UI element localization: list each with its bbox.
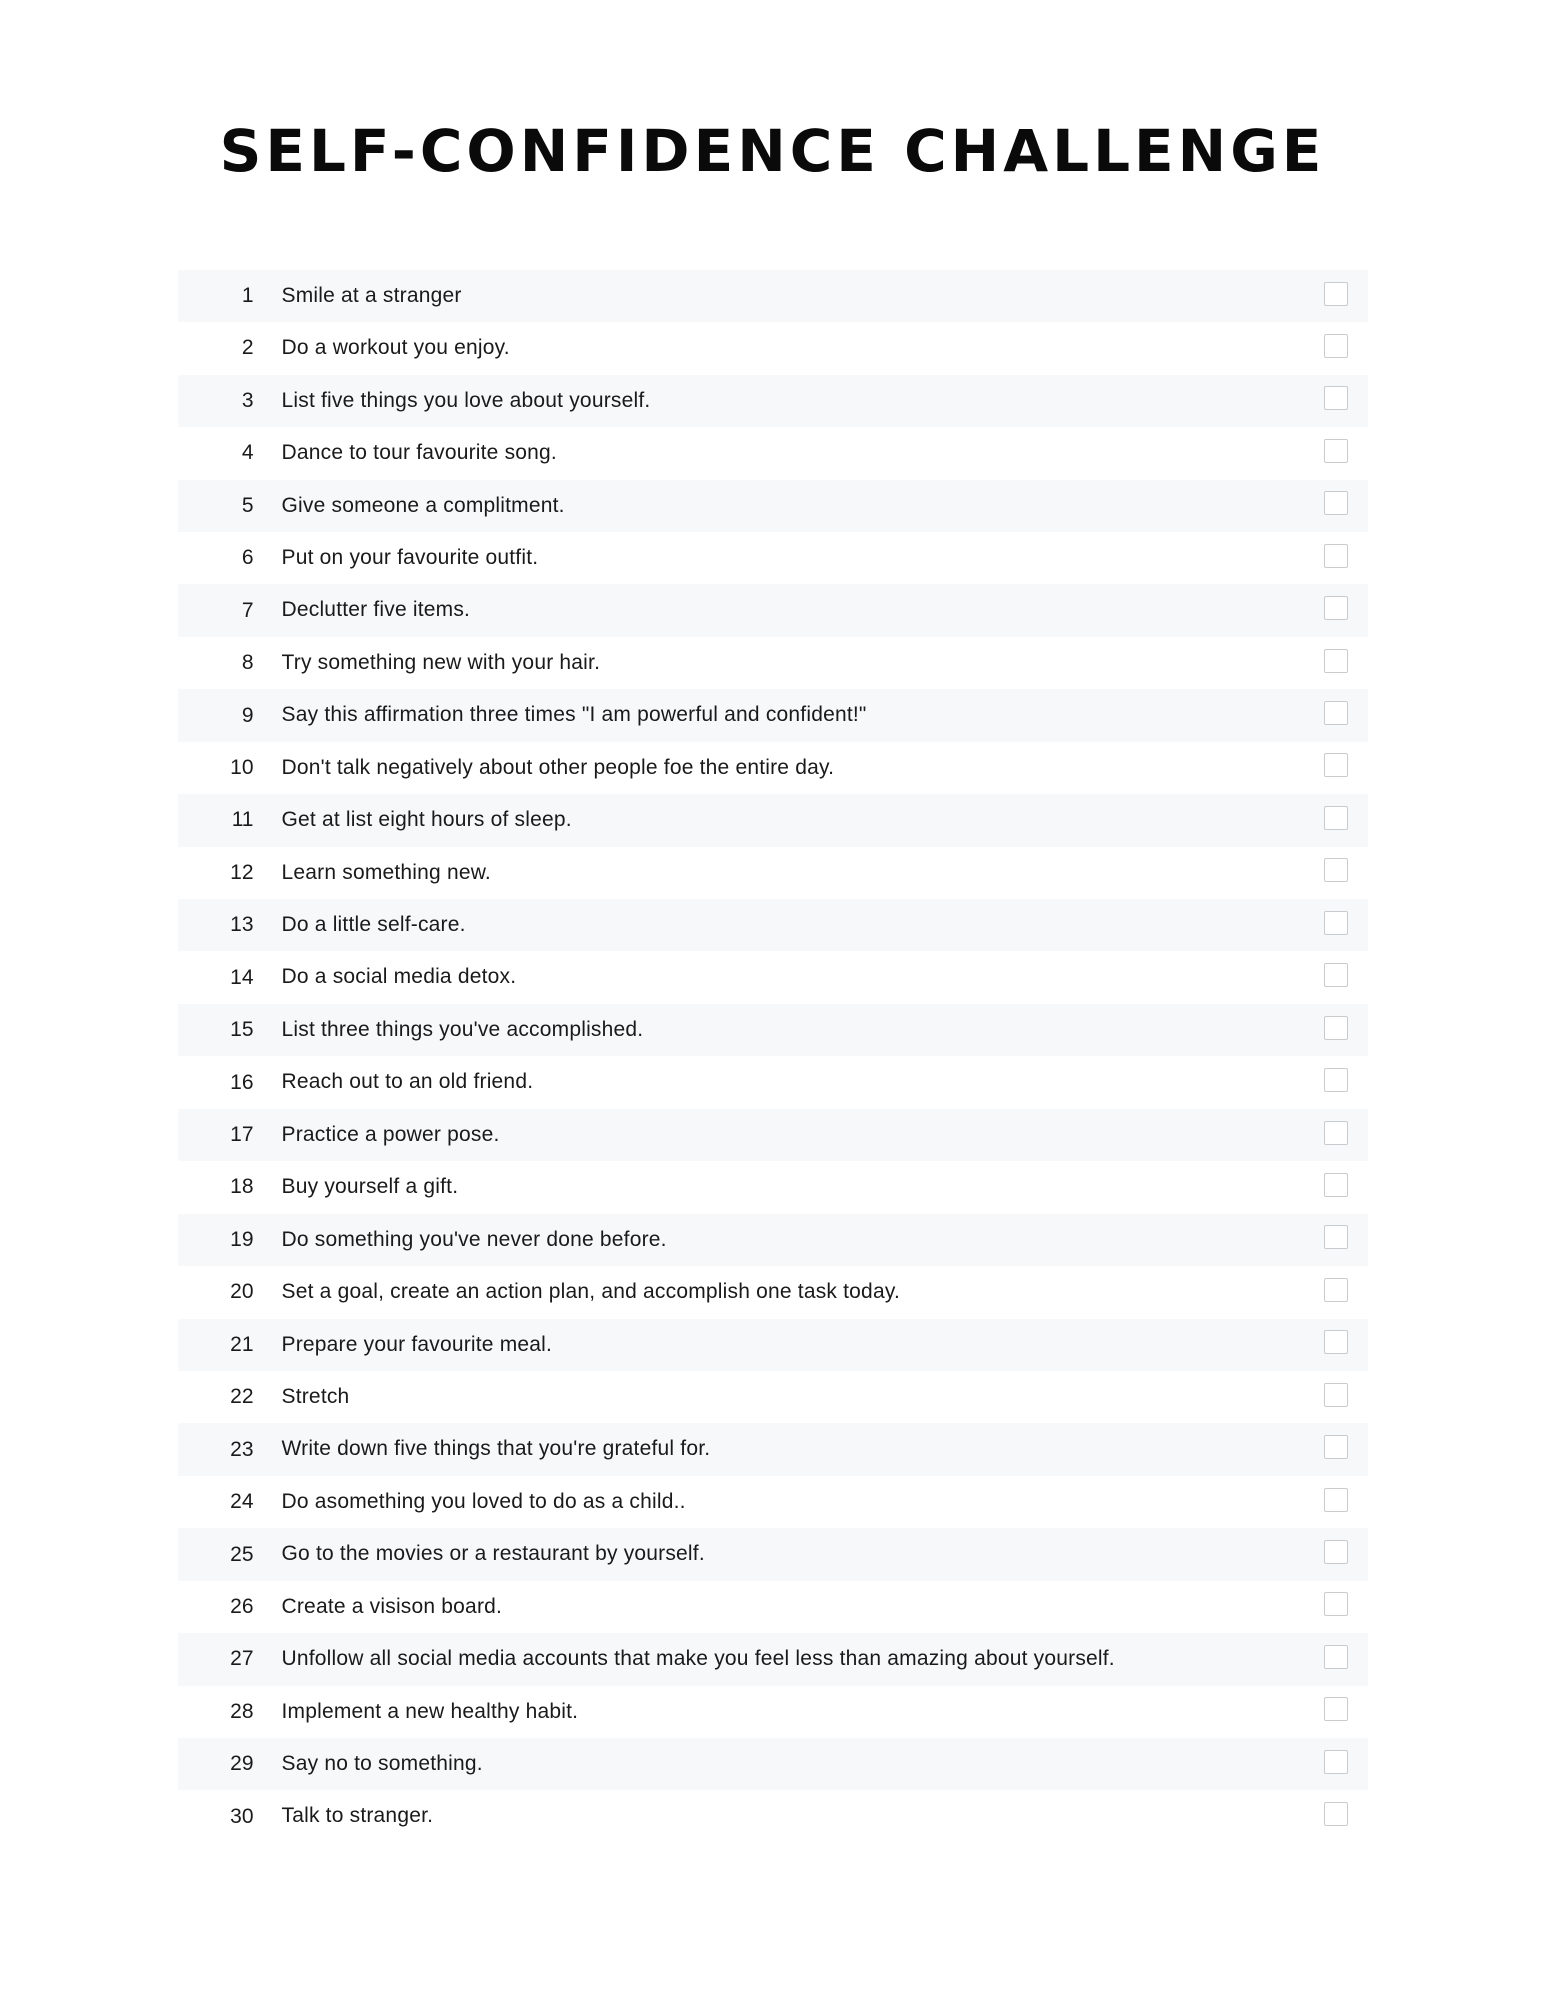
empty-checkbox-icon[interactable] <box>1324 386 1348 410</box>
empty-checkbox-icon[interactable] <box>1324 1330 1348 1354</box>
empty-checkbox-icon[interactable] <box>1324 1540 1348 1564</box>
row-number: 5 <box>241 493 254 517</box>
task-text: List five things you love about yourself. <box>281 388 651 412</box>
checklist-container <box>178 270 1368 1843</box>
table-row <box>178 1056 1368 1108</box>
table-row <box>178 1161 1368 1213</box>
row-number: 24 <box>230 1490 254 1514</box>
task-text: Do a social media detox. <box>281 965 517 989</box>
row-number: 17 <box>230 1123 254 1147</box>
table-row <box>178 1004 1368 1056</box>
task-text: Say no to something. <box>281 1752 483 1776</box>
row-number: 10 <box>230 755 254 779</box>
task-text: Give someone a complitment. <box>281 493 565 517</box>
empty-checkbox-icon[interactable] <box>1324 544 1348 568</box>
task-checkbox-cell[interactable] <box>1304 1633 1368 1685</box>
empty-checkbox-icon[interactable] <box>1324 1697 1348 1721</box>
table-row <box>178 1214 1368 1266</box>
row-number: 21 <box>230 1332 254 1356</box>
row-number: 7 <box>241 598 254 622</box>
row-number: 16 <box>230 1070 254 1094</box>
task-checkbox-cell[interactable] <box>1304 532 1368 584</box>
row-number: 1 <box>241 284 254 308</box>
row-number: 12 <box>230 860 254 884</box>
task-text: Implement a new healthy habit. <box>281 1699 579 1723</box>
row-number: 18 <box>230 1175 254 1199</box>
task-text: Create a visison board. <box>281 1594 503 1618</box>
table-row <box>178 1266 1368 1318</box>
task-text: Talk to stranger. <box>281 1804 434 1828</box>
table-row <box>178 637 1368 689</box>
empty-checkbox-icon[interactable] <box>1324 753 1348 777</box>
task-checkbox-cell[interactable] <box>1304 1790 1368 1842</box>
empty-checkbox-icon[interactable] <box>1324 1592 1348 1616</box>
empty-checkbox-icon[interactable] <box>1324 1173 1348 1197</box>
row-number: 8 <box>241 651 254 675</box>
task-checkbox-cell[interactable] <box>1304 1319 1368 1371</box>
empty-checkbox-icon[interactable] <box>1324 1068 1348 1092</box>
table-row <box>178 532 1368 584</box>
empty-checkbox-icon[interactable] <box>1324 1802 1348 1826</box>
task-checkbox-cell[interactable] <box>1304 1004 1368 1056</box>
task-checkbox-cell[interactable] <box>1304 1371 1368 1423</box>
empty-checkbox-icon[interactable] <box>1324 1225 1348 1249</box>
table-row <box>178 847 1368 899</box>
task-checkbox-cell[interactable] <box>1304 1109 1368 1161</box>
empty-checkbox-icon[interactable] <box>1324 1488 1348 1512</box>
task-text: Smile at a stranger <box>281 283 462 307</box>
empty-checkbox-icon[interactable] <box>1324 911 1348 935</box>
row-number: 28 <box>230 1699 254 1723</box>
table-row <box>178 1633 1368 1685</box>
checklist-body <box>178 270 1368 1843</box>
empty-checkbox-icon[interactable] <box>1324 596 1348 620</box>
task-text: Learn something new. <box>281 860 491 884</box>
empty-checkbox-icon[interactable] <box>1324 439 1348 463</box>
empty-checkbox-icon[interactable] <box>1324 1278 1348 1302</box>
table-row <box>178 742 1368 794</box>
table-row <box>178 899 1368 951</box>
empty-checkbox-icon[interactable] <box>1324 282 1348 306</box>
row-number: 15 <box>230 1018 254 1042</box>
task-text: Get at list eight hours of sleep. <box>281 808 572 832</box>
task-checkbox-cell[interactable] <box>1304 322 1368 374</box>
task-text: Write down five things that you're grateful for. <box>281 1437 711 1461</box>
page-title: SELF-CONFIDENCE CHALLENGE <box>219 117 1326 185</box>
table-row <box>178 1581 1368 1633</box>
task-text: Say this affirmation three times "I am powerful and confident!" <box>281 703 867 727</box>
table-row <box>178 1371 1368 1423</box>
task-checkbox-cell[interactable] <box>1304 375 1368 427</box>
row-number: 2 <box>241 336 254 360</box>
row-number: 27 <box>230 1647 254 1671</box>
task-text: Do a workout you enjoy. <box>281 336 510 360</box>
empty-checkbox-icon[interactable] <box>1324 1750 1348 1774</box>
table-row <box>178 480 1368 532</box>
row-number: 4 <box>241 441 254 465</box>
task-text: Practice a power pose. <box>281 1122 500 1146</box>
table-row <box>178 1686 1368 1738</box>
empty-checkbox-icon[interactable] <box>1324 1121 1348 1145</box>
task-checkbox-cell[interactable] <box>1304 1581 1368 1633</box>
empty-checkbox-icon[interactable] <box>1324 806 1348 830</box>
empty-checkbox-icon[interactable] <box>1324 963 1348 987</box>
task-text: Do something you've never done before. <box>281 1227 667 1251</box>
task-checkbox-cell[interactable] <box>1304 899 1368 951</box>
task-checkbox-cell[interactable] <box>1304 951 1368 1003</box>
row-number: 30 <box>230 1804 254 1828</box>
task-text: Reach out to an old friend. <box>281 1070 534 1094</box>
task-checkbox-cell[interactable] <box>1304 847 1368 899</box>
table-row <box>178 322 1368 374</box>
task-text: Declutter five items. <box>281 598 471 622</box>
task-checkbox-cell[interactable] <box>1304 480 1368 532</box>
task-text: Put on your favourite outfit. <box>281 545 539 569</box>
row-number: 25 <box>230 1542 254 1566</box>
row-number: 6 <box>241 546 254 570</box>
empty-checkbox-icon[interactable] <box>1324 491 1348 515</box>
row-number: 29 <box>230 1752 254 1776</box>
task-text: Stretch <box>281 1384 350 1408</box>
table-row <box>178 1790 1368 1842</box>
table-row <box>178 689 1368 741</box>
table-row <box>178 270 1368 322</box>
table-row <box>178 1528 1368 1580</box>
table-row <box>178 1109 1368 1161</box>
table-row <box>178 1476 1368 1528</box>
checklist-table <box>178 270 1368 1843</box>
empty-checkbox-icon[interactable] <box>1324 334 1348 358</box>
task-checkbox-cell[interactable] <box>1304 794 1368 846</box>
task-text: List three things you've accomplished. <box>281 1017 644 1041</box>
empty-checkbox-icon[interactable] <box>1324 1016 1348 1040</box>
task-checkbox-cell[interactable] <box>1304 1056 1368 1108</box>
row-number: 9 <box>241 703 254 727</box>
task-checkbox-cell[interactable] <box>1304 1476 1368 1528</box>
table-row <box>178 584 1368 636</box>
row-number: 20 <box>230 1280 254 1304</box>
empty-checkbox-icon[interactable] <box>1324 1383 1348 1407</box>
task-text: Try something new with your hair. <box>281 650 601 674</box>
task-checkbox-cell[interactable] <box>1304 742 1368 794</box>
table-row <box>178 794 1368 846</box>
row-number: 23 <box>230 1437 254 1461</box>
task-text: Dance to tour favourite song. <box>281 441 557 465</box>
task-checkbox-cell[interactable] <box>1304 270 1368 322</box>
table-row <box>178 1319 1368 1371</box>
empty-checkbox-icon[interactable] <box>1324 649 1348 673</box>
task-checkbox-cell[interactable] <box>1304 1738 1368 1790</box>
table-row <box>178 375 1368 427</box>
task-checkbox-cell[interactable] <box>1304 427 1368 479</box>
table-row <box>178 1423 1368 1475</box>
task-text: Do a little self-care. <box>281 913 466 937</box>
task-checkbox-cell[interactable] <box>1304 1161 1368 1213</box>
task-checkbox-cell[interactable] <box>1304 1423 1368 1475</box>
row-number: 22 <box>230 1385 254 1409</box>
task-checkbox-cell[interactable] <box>1304 1686 1368 1738</box>
table-row <box>178 951 1368 1003</box>
empty-checkbox-icon[interactable] <box>1324 1435 1348 1459</box>
empty-checkbox-icon[interactable] <box>1324 1645 1348 1669</box>
table-row <box>178 1738 1368 1790</box>
task-text: Go to the movies or a restaurant by yourself. <box>281 1542 705 1566</box>
task-text: Do asomething you loved to do as a child.. <box>281 1489 686 1513</box>
task-checkbox-cell[interactable] <box>1304 1214 1368 1266</box>
row-number: 19 <box>230 1227 254 1251</box>
task-checkbox-cell[interactable] <box>1304 1528 1368 1580</box>
row-number: 26 <box>230 1594 254 1618</box>
table-row <box>178 427 1368 479</box>
task-checkbox-cell[interactable] <box>1304 637 1368 689</box>
row-number: 3 <box>241 388 254 412</box>
row-number: 13 <box>230 913 254 937</box>
task-text: Buy yourself a gift. <box>281 1175 459 1199</box>
empty-checkbox-icon[interactable] <box>1324 858 1348 882</box>
task-text: Unfollow all social media accounts that make you feel less than amazing about yourself. <box>281 1647 1115 1671</box>
task-text: Don't talk negatively about other people foe the entire day. <box>281 755 835 779</box>
empty-checkbox-icon[interactable] <box>1324 701 1348 725</box>
task-checkbox-cell[interactable] <box>1304 1266 1368 1318</box>
row-number: 11 <box>231 808 254 832</box>
task-checkbox-cell[interactable] <box>1304 584 1368 636</box>
task-checkbox-cell[interactable] <box>1304 689 1368 741</box>
row-number: 14 <box>230 965 254 989</box>
task-text: Prepare your favourite meal. <box>281 1332 553 1356</box>
task-text: Set a goal, create an action plan, and accomplish one task today. <box>281 1280 900 1304</box>
